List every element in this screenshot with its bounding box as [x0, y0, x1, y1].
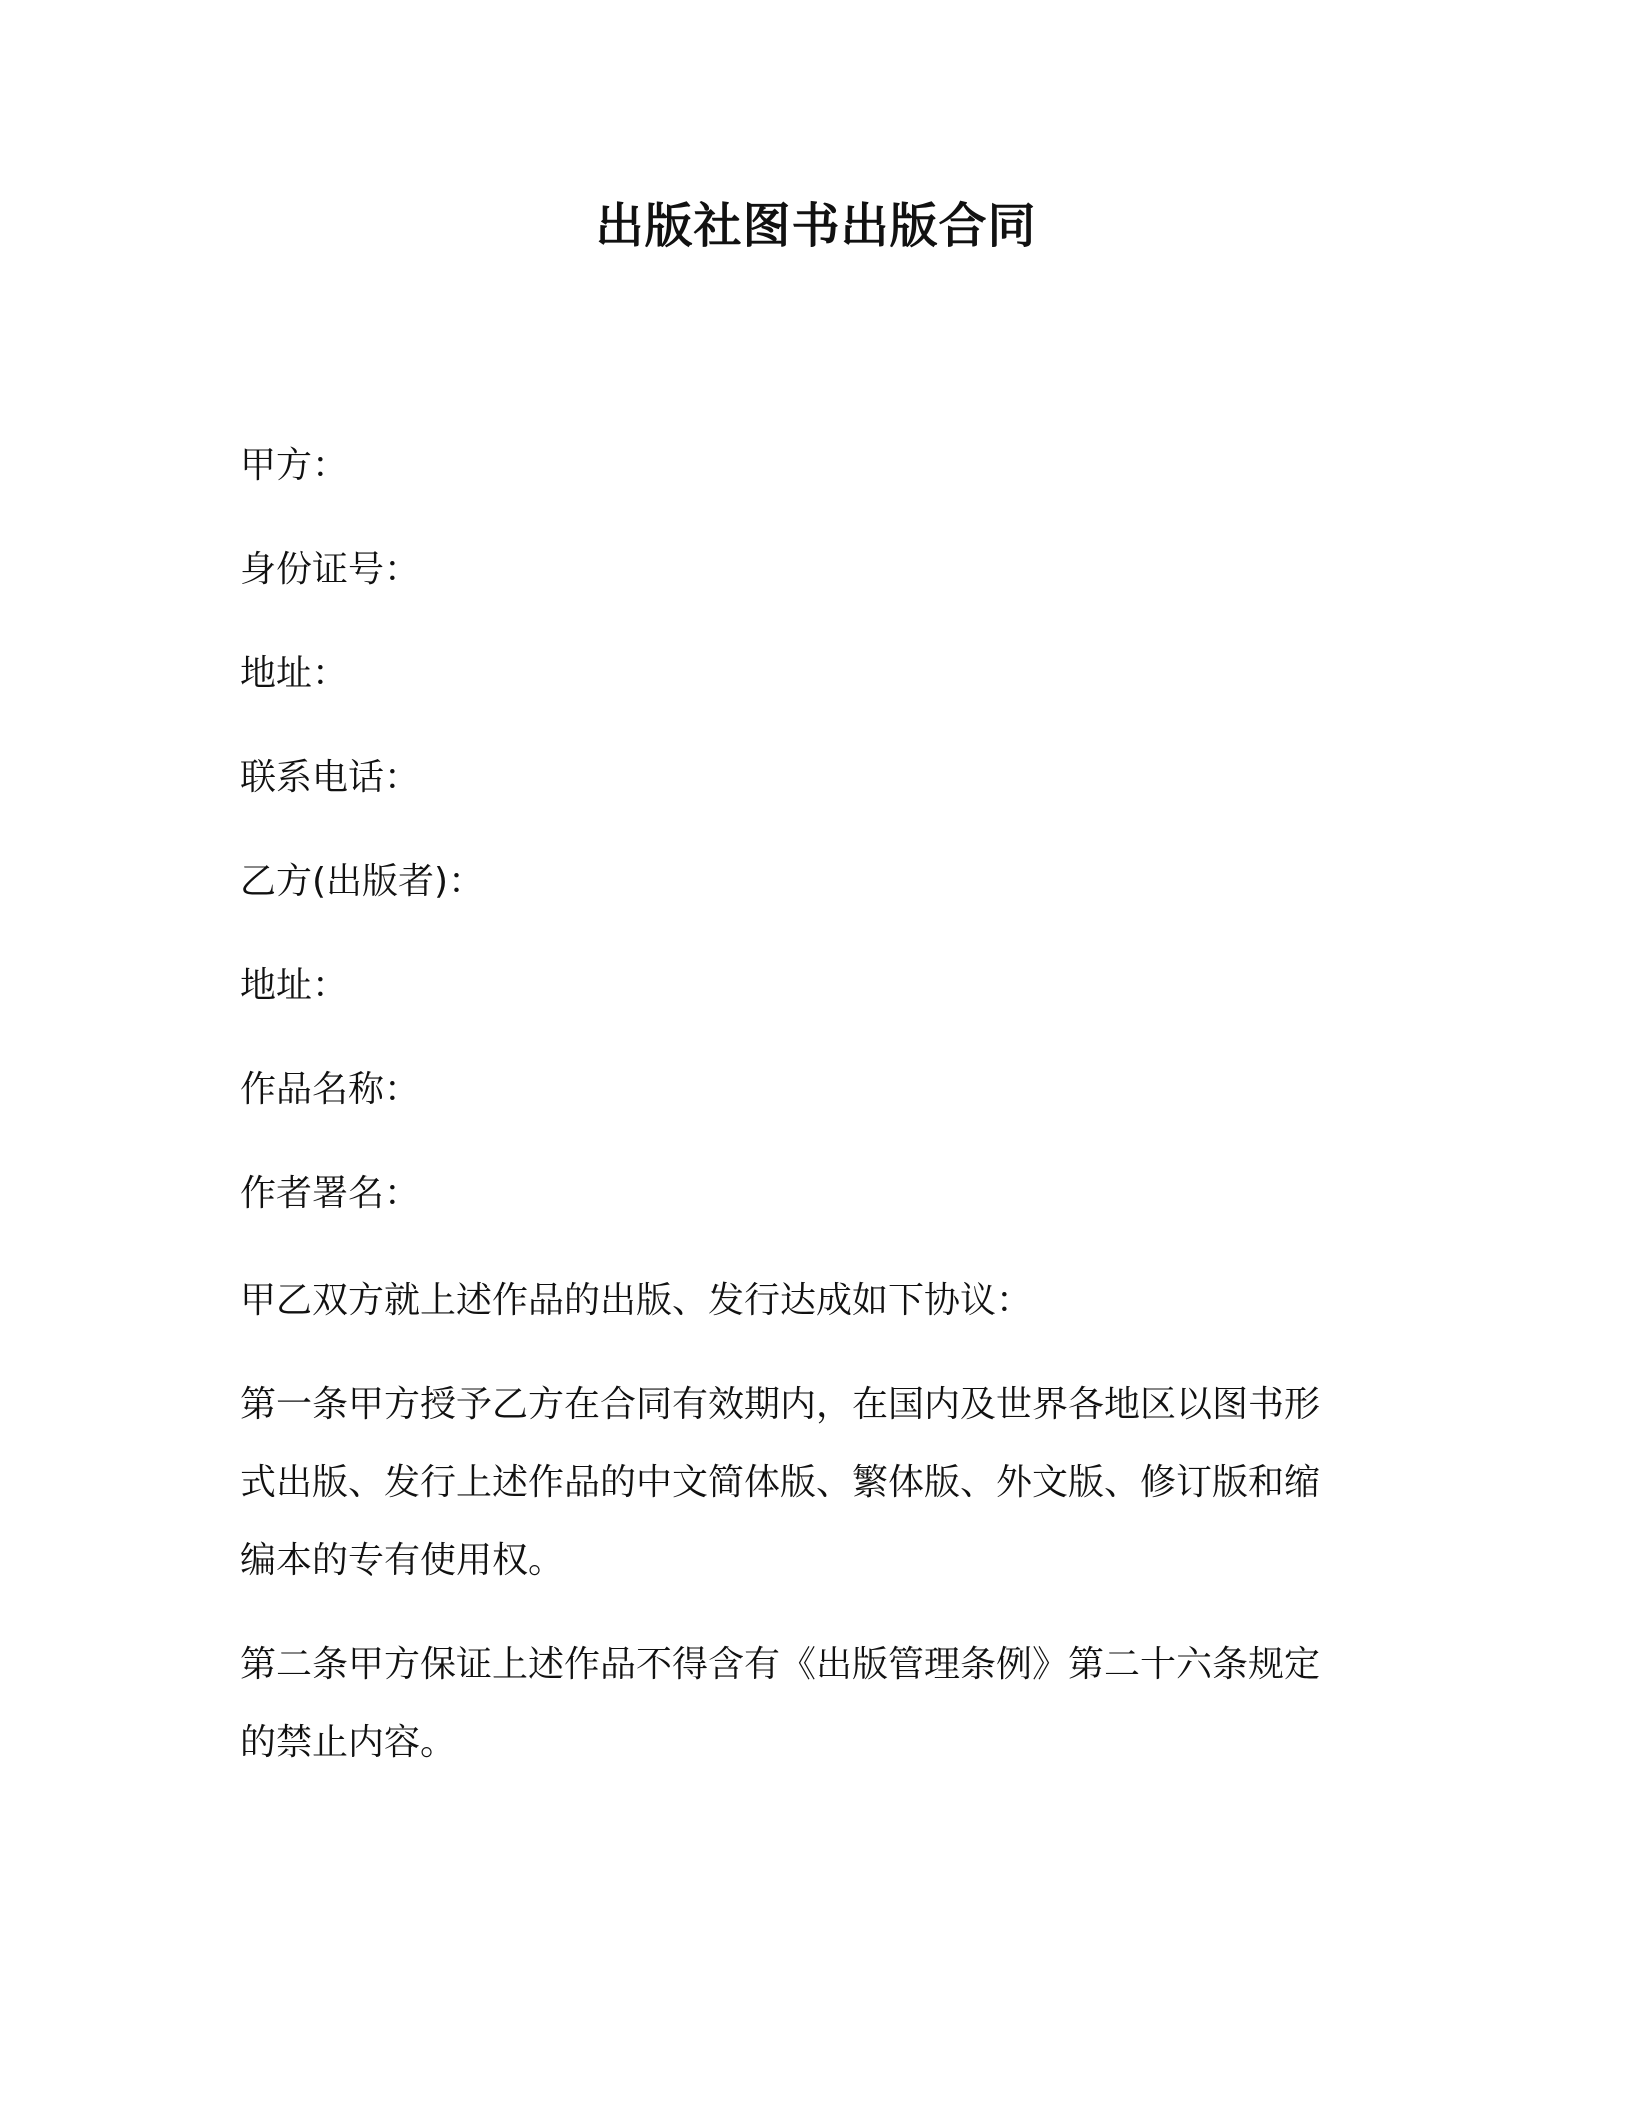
author-byline-field: 作者署名： [240, 1173, 421, 1214]
party-a-field: 甲方： [240, 445, 349, 486]
party-a-address-field: 地址： [240, 653, 349, 694]
party-b-field: 乙方(出版者)： [240, 861, 485, 902]
agreement-intro [240, 1262, 1370, 1340]
party-info-fields [240, 440, 1380, 1272]
clause-1-line-3: 编本的专有使用权。 [240, 1540, 565, 1581]
document-title: 出版社图书出版合同 [595, 198, 1037, 254]
clause-1-line-2: 式出版、发行上述作品的中文简体版、繁体版、外文版、修订版和缩 [240, 1462, 1321, 1503]
clause-1-line-1: 第一条甲方授予乙方在合同有效期内，在国内及世界各地区以图书形 [240, 1384, 1321, 1425]
id-number-field: 身份证号： [240, 549, 421, 590]
intro-line: 甲乙双方就上述作品的出版、发行达成如下协议： [240, 1280, 1033, 1321]
party-b-address-field: 地址： [240, 965, 349, 1006]
clause-2-line-2: 的禁止内容。 [240, 1722, 457, 1763]
clause-2 [240, 1626, 1370, 1782]
clause-2-line-1: 第二条甲方保证上述作品不得含有《出版管理条例》第二十六条规定 [240, 1644, 1321, 1685]
phone-field: 联系电话： [240, 757, 421, 798]
work-title-field: 作品名称： [240, 1069, 421, 1110]
clause-1 [240, 1366, 1370, 1600]
